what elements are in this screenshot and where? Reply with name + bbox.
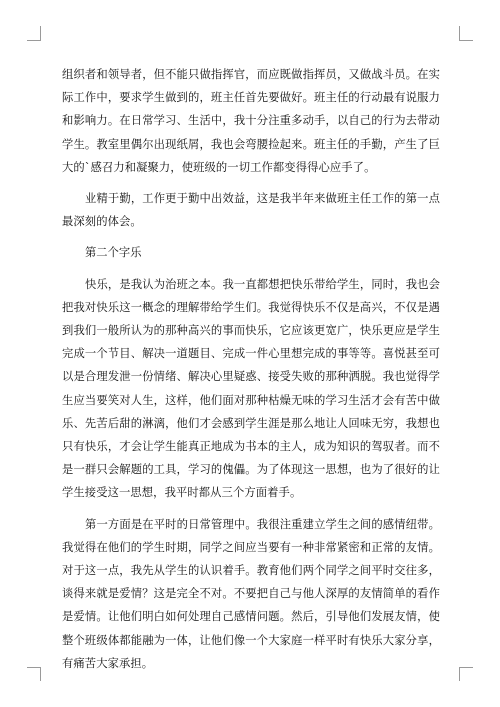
crop-mark-top-right-vertical [459,26,460,40]
paragraph-3: 快乐，是我认为治班之本。我一直都想把快乐带给学生，同时，我也会把我对快乐这一概念的理解带给学生们。我觉得快乐不仅是高兴，不仅是遇到我们一般所认为的那种高兴的事而快乐，它应该更宽广，快乐更应是学生完成一个节目、解决一道题目、完成一件心里想完成的事等等。喜悦甚至可以是合理发泄一份情绪、解决心里疑惑、接受失败的那种洒脱。我也觉得学生应当要笑对人生，这样，他们面对那种枯燥无味的学习生活才会有苦中做乐、先苦后甜的淋漓，他们才会感到学生涯是那么地让人回味无穷，我想也只有快乐，才会让学生能真正地成为书本的主人，成为知识的驾驭者。而不是一群只会解题的工具，学习的傀儡。为了体现这一思想，也为了很好的让学生接受这一思想，我平时都从三个方面着手。 [62,277,440,500]
document-body [62,63,440,675]
crop-mark-bottom-left-vertical [40,667,41,681]
paragraph-4: 第一方面是在平时的日常管理中。我很注重建立学生之间的感情纽带。我觉得在他们的学生时期，同学之间应当要有一种非常紧密和正常的友情。对于这一点，我先从学生的认识着手。教育他们两个同学之间平时交往多，谈得来就是爱情？这是完全不对。不要把自己与他人深厚的友情简单的看作是爱情。让他们明白如何处理自己感情问题。然后，引导他们发展友情，使整个班级体都能融为一体，让他们像一个大家庭一样平时有快乐大家分享，有痛苦大家承担。 [62,517,440,670]
crop-mark-top-right-horizontal [459,40,473,41]
crop-mark-bottom-right-horizontal [459,667,473,668]
paragraph-2: 业精于勤，工作更于勤中出效益，这是我半年来做班主任工作的第一点最深刻的体会。 [62,192,440,229]
crop-mark-top-left-vertical [40,26,41,40]
crop-mark-bottom-right-vertical [459,667,460,681]
section-heading: 第二个字乐 [85,246,142,260]
crop-mark-bottom-left-horizontal [27,667,41,668]
crop-mark-top-left-horizontal [27,40,41,41]
paragraph-1: 组织者和领导者，但不能只做指挥官，而应既做指挥员，又做战斗员。在实际工作中，要求学生做到的，班主任首先要做好。班主任的行动最有说服力和影响力。在日常学习、生活中，我十分注重多动手，以自己的行为去带动学生。教室里偶尔出现纸屑，我也会弯腰捡起来。班主任的手勤，产生了巨大的`感召力和凝聚力，使班级的一切工作都变得得心应手了。 [62,68,440,174]
